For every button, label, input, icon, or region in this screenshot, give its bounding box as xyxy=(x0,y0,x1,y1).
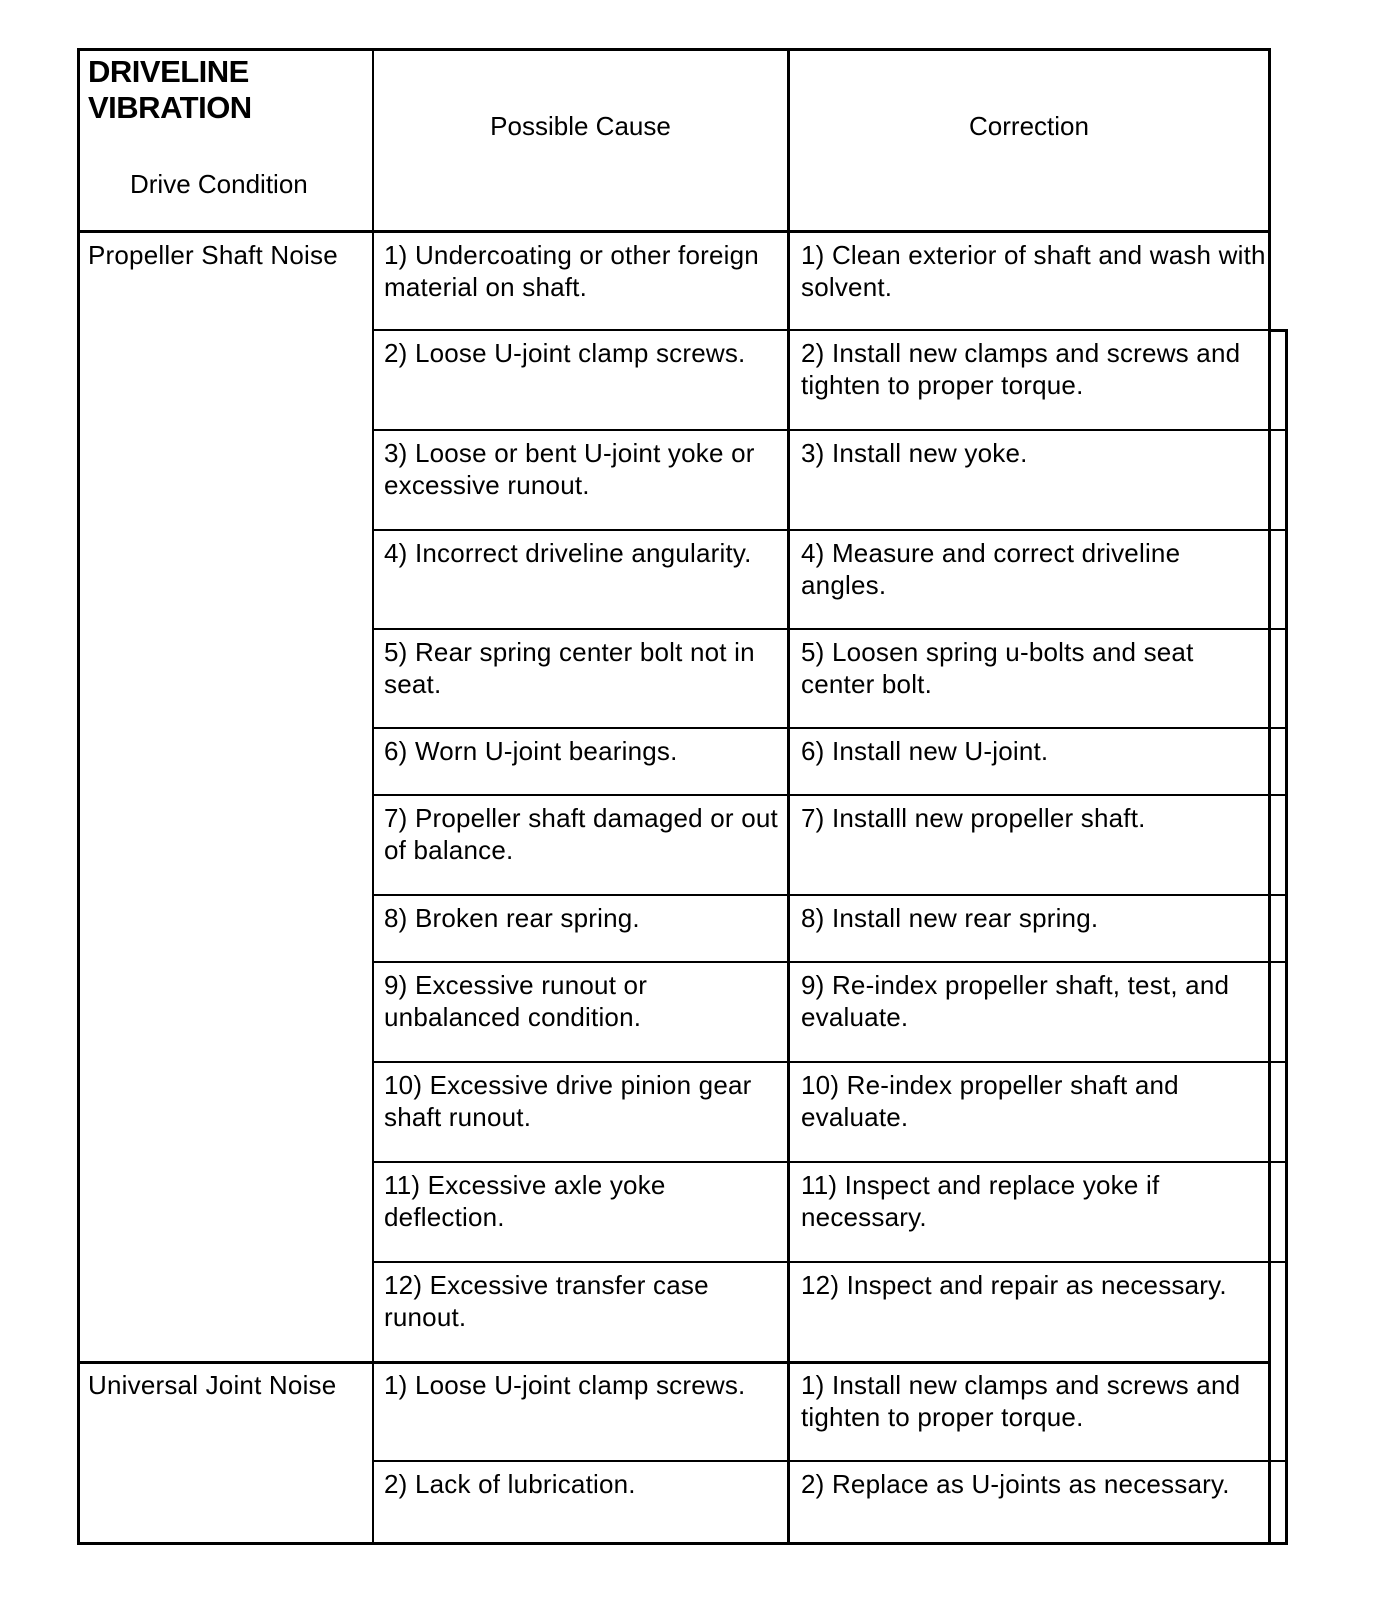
possible-cause-cell: 6) Worn U-joint bearings. xyxy=(384,736,678,766)
row-divider xyxy=(372,1061,1288,1063)
drive-condition-header: Drive Condition xyxy=(130,169,308,199)
possible-cause-cell: 12) Excessive transfer case runout. xyxy=(384,1270,709,1332)
row-divider xyxy=(372,794,1288,796)
correction-cell: 4) Measure and correct driveline angles. xyxy=(801,538,1181,600)
row-divider xyxy=(372,1261,1288,1263)
possible-cause-cell: 9) Excessive runout or unbalanced condition. xyxy=(384,970,648,1032)
row-divider xyxy=(372,894,1288,896)
row-divider xyxy=(372,1460,1288,1462)
correction-cell: 10) Re-index propeller shaft and evaluate. xyxy=(801,1070,1179,1132)
row-divider xyxy=(372,727,1288,729)
possible-cause-cell: 10) Excessive drive pinion gear shaft runout. xyxy=(384,1070,752,1132)
row-divider xyxy=(372,1161,1288,1163)
column-divider-2 xyxy=(787,48,790,1545)
possible-cause-cell: 7) Propeller shaft damaged or out of balance. xyxy=(384,803,778,865)
correction-cell: 2) Replace as U-joints as necessary. xyxy=(801,1469,1230,1499)
correction-cell: 8) Install new rear spring. xyxy=(801,903,1099,933)
row-divider xyxy=(372,628,1288,630)
possible-cause-cell: 4) Incorrect driveline angularity. xyxy=(384,538,752,568)
correction-cell: 6) Install new U-joint. xyxy=(801,736,1049,766)
correction-cell: 7) Installl new propeller shaft. xyxy=(801,803,1146,833)
group-divider xyxy=(77,1361,1271,1364)
drive-condition-cell: Universal Joint Noise xyxy=(88,1370,337,1400)
correction-cell: 1) Clean exterior of shaft and wash with solvent. xyxy=(801,240,1266,302)
correction-cell: 11) Inspect and replace yoke if necessary. xyxy=(801,1170,1160,1232)
correction-header: Correction xyxy=(969,111,1089,141)
correction-cell: 2) Install new clamps and screws and tighten to proper torque. xyxy=(801,338,1241,400)
column-divider-1 xyxy=(372,48,374,1545)
header-divider xyxy=(77,230,1271,233)
possible-cause-cell: 2) Loose U-joint clamp screws. xyxy=(384,338,746,368)
possible-cause-cell: 11) Excessive axle yoke deflection. xyxy=(384,1170,666,1232)
correction-cell: 3) Install new yoke. xyxy=(801,438,1028,468)
table-right-rail xyxy=(1268,330,1288,1545)
drive-condition-cell: Propeller Shaft Noise xyxy=(88,240,338,270)
correction-right-border xyxy=(1268,48,1271,1545)
correction-cell: 5) Loosen spring u-bolts and seat center bolt. xyxy=(801,637,1194,699)
row-divider xyxy=(372,329,1288,331)
row-divider xyxy=(372,429,1288,431)
possible-cause-cell: 2) Lack of lubrication. xyxy=(384,1469,636,1499)
possible-cause-cell: 1) Undercoating or other foreign material on shaft. xyxy=(384,240,759,302)
correction-cell: 9) Re-index propeller shaft, test, and evaluate. xyxy=(801,970,1230,1032)
table-title: DRIVELINE VIBRATION xyxy=(88,54,252,125)
possible-cause-cell: 3) Loose or bent U-joint yoke or excessive runout. xyxy=(384,438,755,500)
row-divider xyxy=(372,961,1288,963)
row-divider xyxy=(372,529,1288,531)
correction-cell: 12) Inspect and repair as necessary. xyxy=(801,1270,1227,1300)
correction-cell: 1) Install new clamps and screws and tighten to proper torque. xyxy=(801,1370,1241,1432)
possible-cause-cell: 8) Broken rear spring. xyxy=(384,903,640,933)
possible-cause-header: Possible Cause xyxy=(490,111,671,141)
possible-cause-cell: 1) Loose U-joint clamp screws. xyxy=(384,1370,746,1400)
possible-cause-cell: 5) Rear spring center bolt not in seat. xyxy=(384,637,755,699)
